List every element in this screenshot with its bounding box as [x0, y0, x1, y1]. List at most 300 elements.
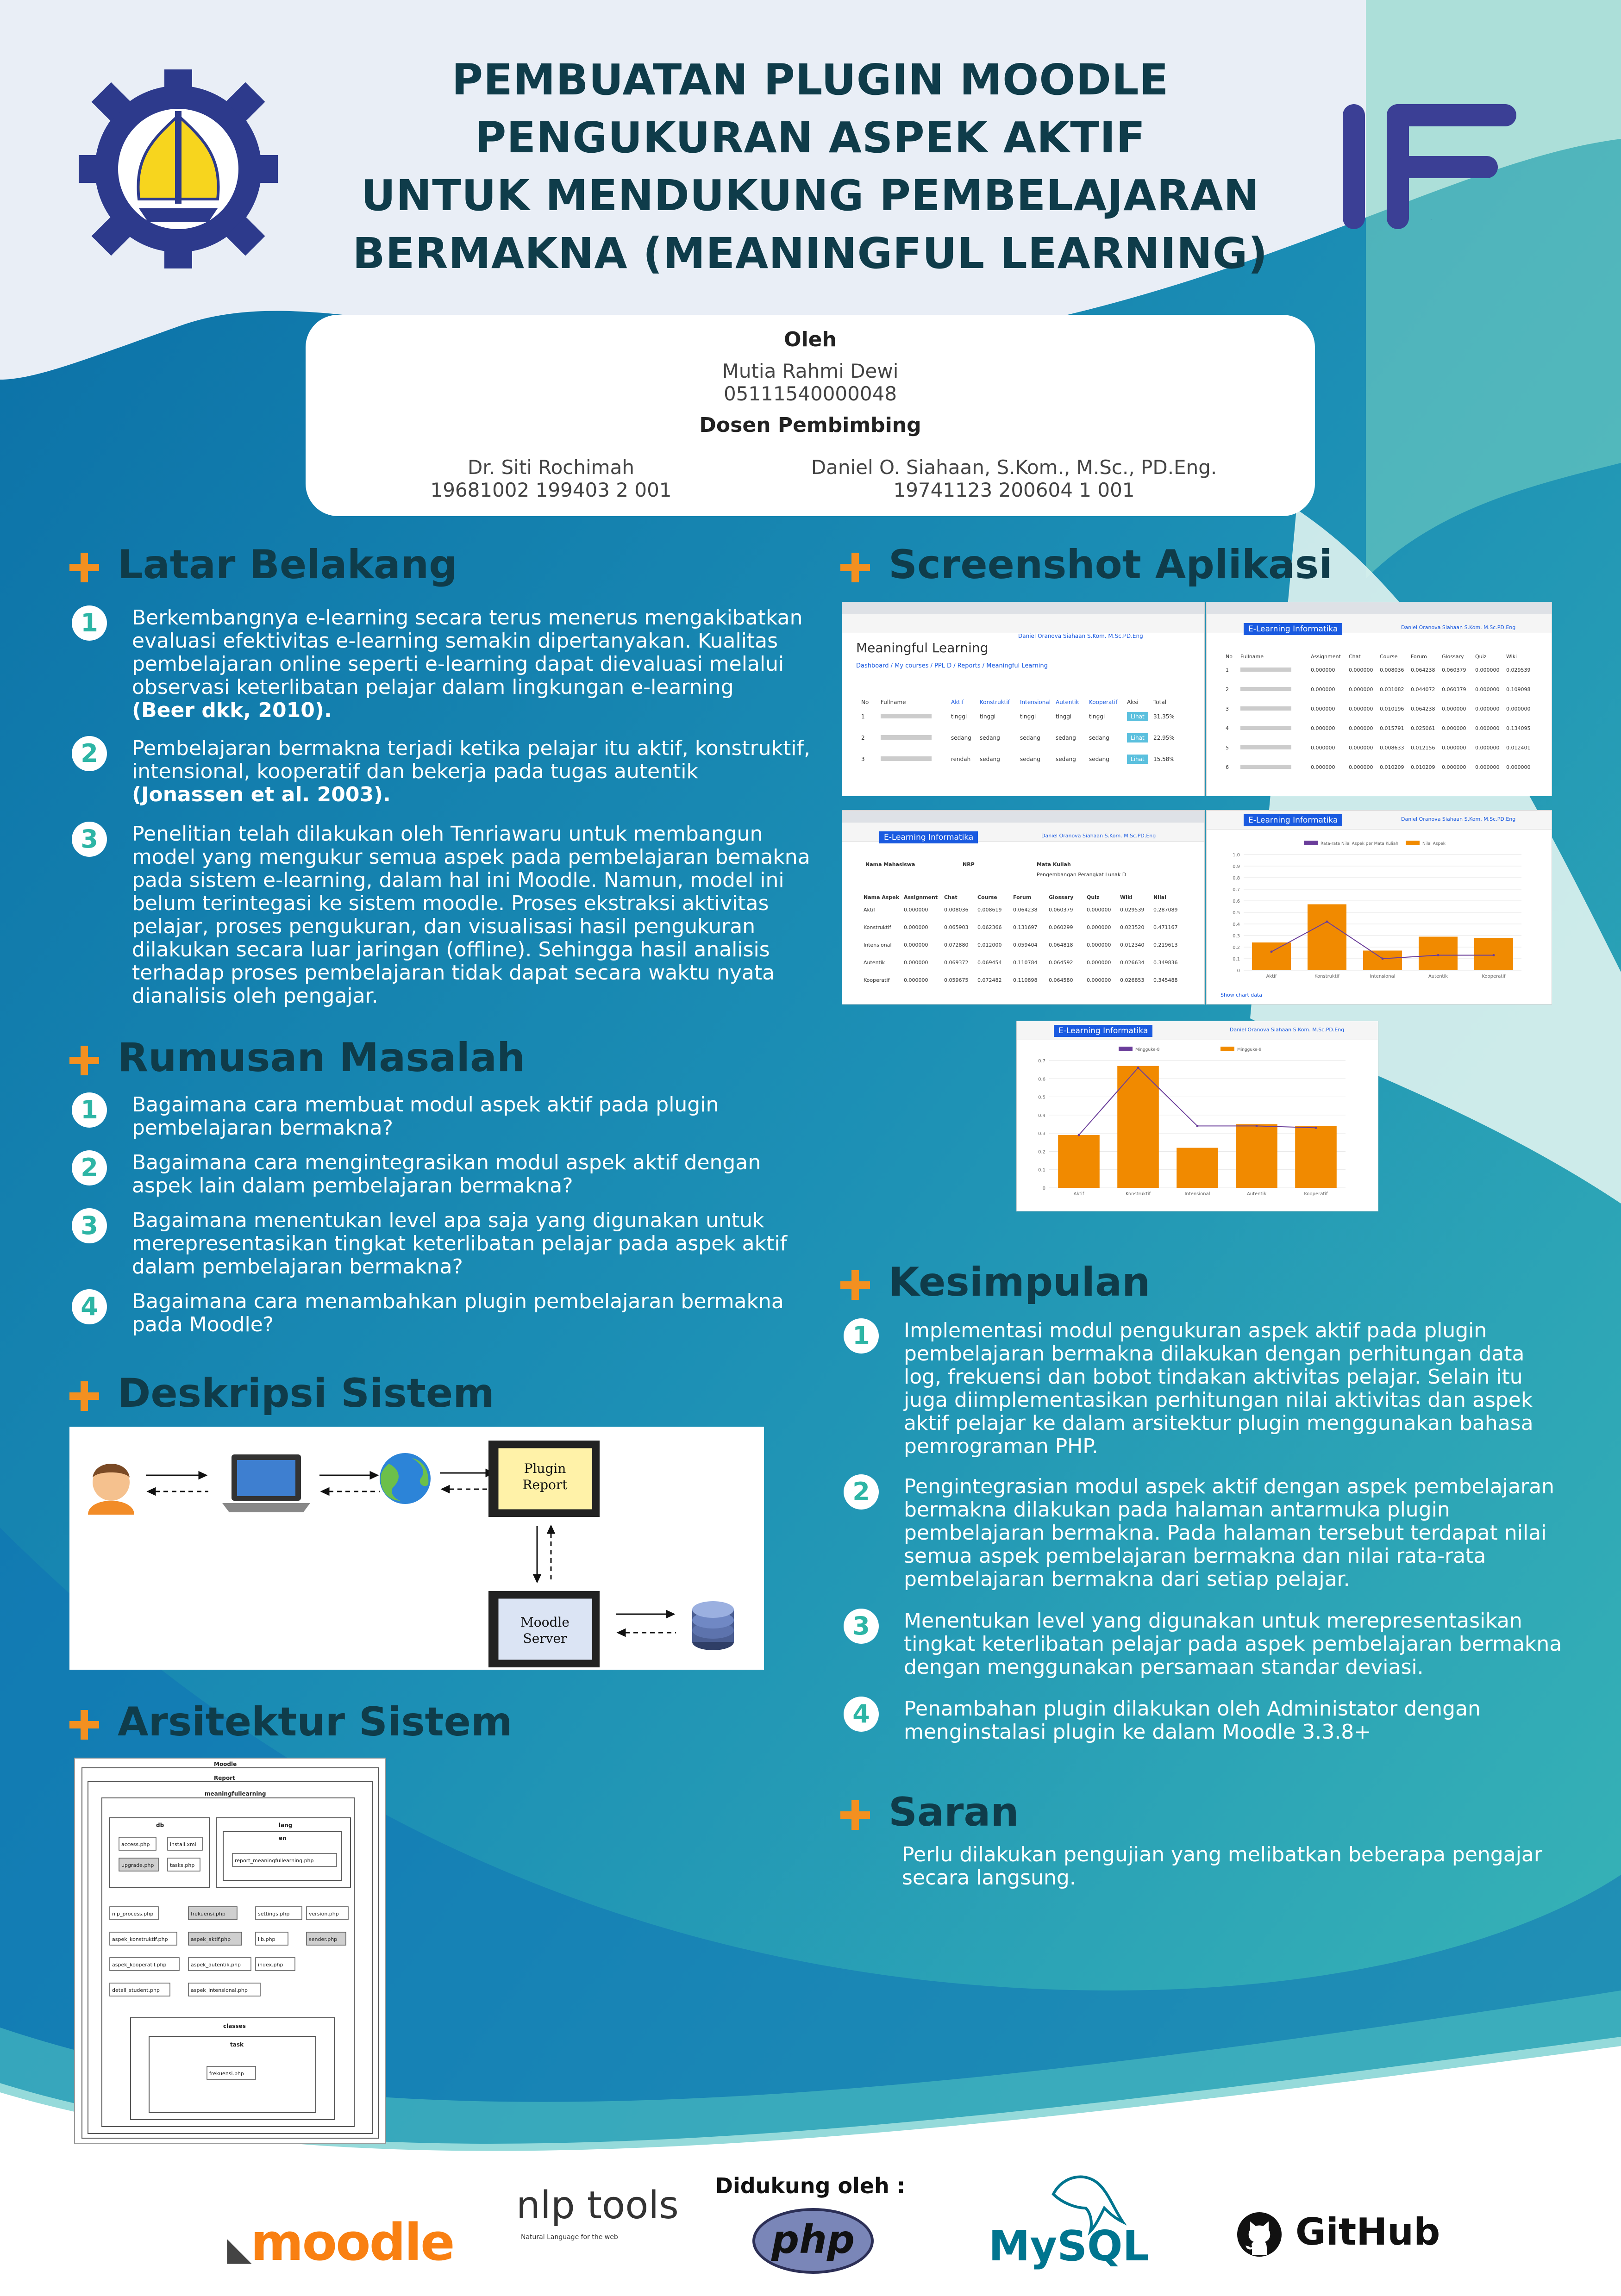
- col: Chat: [944, 894, 958, 900]
- line: log, frekuensi dan bobot tindakan aktivitas pelajar. Selain itu: [904, 1365, 1523, 1389]
- cell: 0.000000: [1311, 764, 1335, 770]
- file-access: access.php: [121, 1841, 150, 1847]
- cell: 0.287089: [1153, 906, 1178, 913]
- cell: 0.031082: [1380, 686, 1404, 693]
- architecture-diagram: [74, 1758, 386, 2144]
- line: Perlu dilakukan pengujian yang melibatkan beberapa pengajar: [902, 1843, 1542, 1866]
- x-tick-label: Autentik: [1246, 1192, 1267, 1197]
- line: pembelajaran bermakna?: [132, 1116, 393, 1140]
- cell: 0.064580: [1049, 977, 1073, 983]
- cell: 0.072482: [977, 977, 1002, 983]
- file-version: version.php: [309, 1911, 339, 1917]
- moodle-logo-text: moodle: [250, 2213, 454, 2272]
- bar: [1295, 1126, 1337, 1188]
- s1-user: Daniel Oranova Siahaan S.Kom. M.Sc.PD.Eng: [1018, 633, 1143, 639]
- item-number: 4: [72, 1289, 107, 1324]
- cell: 0.134095: [1506, 725, 1531, 731]
- x-tick-label: Aktif: [1073, 1192, 1084, 1197]
- mysql-logo-text: MySQL: [989, 2222, 1149, 2271]
- line: (Jonassen et al. 2003).: [132, 783, 391, 806]
- legend-swatch: [1406, 841, 1420, 845]
- supervisor-1-id: 19681002 199403 2 001: [430, 479, 672, 501]
- cell: 0.065903: [944, 924, 969, 930]
- section-deskripsi-sistem: [69, 1370, 494, 1416]
- nlptools-subtitle: Natural Language for the web: [521, 2234, 618, 2241]
- section-screenshot-aplikasi: [840, 542, 1333, 588]
- line: Pembelajaran bermakna terjadi ketika pelajar itu aktif, konstruktif,: [132, 736, 810, 760]
- file-install: install.xml: [170, 1841, 196, 1847]
- item-text: [132, 1209, 854, 1279]
- file-index: index.php: [258, 1962, 283, 1968]
- line: pembelajaran bermakna dilakukan dengan perhitungan data: [904, 1342, 1525, 1366]
- col: Fullname: [1240, 654, 1264, 660]
- line: terhadap proses pembelajaran tidak dapat secara waktu nyata: [132, 961, 775, 985]
- nlptools-logo: [516, 2178, 679, 2241]
- mysql-logo: [989, 2222, 1149, 2271]
- svg-text:IF: IF: [1431, 219, 1432, 220]
- y-tick-label: 0.2: [1233, 945, 1240, 950]
- item-text: [904, 1475, 1598, 1591]
- line: Penambahan plugin dilakukan oleh Administator dengan: [904, 1697, 1481, 1721]
- cell: 0.060379: [1442, 667, 1466, 673]
- screenshot-student-detail: [842, 810, 1205, 1004]
- item-number: 2: [72, 736, 107, 771]
- cell: 0.000000: [1442, 725, 1466, 731]
- poster-title: [259, 51, 1361, 282]
- line: Penelitian telah dilakukan oleh Tenriawaru untuk membangun: [132, 822, 763, 846]
- table-row: [863, 954, 1186, 971]
- table-row: [863, 971, 1186, 989]
- s2-table: [1225, 653, 1537, 777]
- y-tick-label: 0.9: [1233, 864, 1240, 869]
- cell: sedang: [1089, 756, 1109, 762]
- line: dalam pembelajaran bermakna?: [132, 1255, 463, 1279]
- y-tick-label: 0.5: [1233, 911, 1240, 916]
- architecture-svg: [75, 1759, 385, 2143]
- cell: 0.000000: [1087, 959, 1111, 966]
- cell: 0.008619: [977, 906, 1002, 913]
- cell: 0.000000: [1475, 667, 1500, 673]
- s2-user: Daniel Oranova Siahaan S.Kom. M.Sc.PD.Eng: [1401, 624, 1516, 630]
- col: Intensional: [1020, 699, 1051, 705]
- saran-text: [902, 1843, 1542, 1890]
- arch-lang-label: lang: [279, 1822, 293, 1828]
- plus-icon: [69, 1381, 99, 1411]
- file-konstruktif: aspek_konstruktif.php: [112, 1936, 168, 1942]
- item-number: 1: [72, 605, 107, 641]
- screenshot-chart-weekly: [1016, 1021, 1378, 1211]
- github-logo-text: GitHub: [1295, 2210, 1440, 2253]
- legend-label: Nilai Aspek: [1422, 842, 1446, 846]
- table-row: [861, 706, 1182, 727]
- cell: 1: [861, 713, 865, 720]
- cell: sedang: [1089, 735, 1109, 741]
- cell: 0.000000: [1087, 977, 1111, 983]
- x-tick-label: Konstruktif: [1314, 974, 1340, 979]
- col: Quiz: [1475, 654, 1487, 660]
- screenshot-chart-average: [1206, 810, 1552, 1004]
- cell: 0.064238: [1411, 705, 1435, 712]
- cell: 0.008633: [1380, 744, 1404, 751]
- cell: 0.069454: [977, 959, 1002, 966]
- cell: tinggi: [1020, 713, 1036, 720]
- y-tick-label: 0.7: [1233, 887, 1240, 892]
- cell: 0.060379: [1049, 906, 1073, 913]
- item-text: [132, 1151, 854, 1198]
- moodle-logo: [227, 2213, 454, 2272]
- col: Nilai: [1153, 894, 1166, 900]
- cell: 0.000000: [1087, 942, 1111, 948]
- browser-tabbar: [842, 811, 1204, 823]
- item-number: 1: [844, 1318, 879, 1354]
- arrows-laptop-globe: [319, 1472, 380, 1495]
- browser-tabbar: [842, 602, 1204, 614]
- section-heading: Arsitektur Sistem: [118, 1699, 513, 1745]
- item-text: [132, 606, 864, 722]
- col: Chat: [1349, 654, 1361, 660]
- y-tick-label: 0.4: [1233, 922, 1240, 927]
- item-number: 1: [72, 1092, 107, 1128]
- file-sender: sender.php: [309, 1936, 338, 1942]
- cell: 0.023520: [1120, 924, 1145, 930]
- cell: tinggi: [980, 713, 996, 720]
- title-line-2: PENGUKURAN ASPEK AKTIF: [475, 113, 1146, 162]
- cell: 0.026634: [1120, 959, 1145, 966]
- line: observasi keterlibatan pelajar dalam lingkungan e-learning: [132, 675, 734, 699]
- cell: Autentik: [864, 959, 885, 966]
- section-heading: Kesimpulan: [889, 1259, 1151, 1305]
- col: Glossary: [1049, 894, 1074, 900]
- cell: 0.059404: [1013, 942, 1038, 948]
- y-tick-label: 0.7: [1038, 1059, 1045, 1064]
- file-upgrade: upgrade.php: [121, 1862, 154, 1868]
- cell: sedang: [1020, 735, 1040, 741]
- line: bermakna dilakukan pada halaman antarmuka plugin: [904, 1498, 1450, 1522]
- x-tick-label: Konstruktif: [1125, 1192, 1151, 1197]
- col: No: [1226, 654, 1233, 660]
- y-tick-label: 0.6: [1233, 899, 1240, 904]
- site-badge: E-Learning Informatika: [1244, 814, 1342, 826]
- line: model yang mengukur semua aspek pada pembelajaran bemakna: [132, 845, 810, 869]
- cell: 0.131697: [1013, 924, 1038, 930]
- supervisor-label: Dosen Pembimbing: [699, 413, 921, 437]
- col: Course: [1380, 654, 1398, 660]
- cell: 0.000000: [1349, 764, 1373, 770]
- col: No: [861, 699, 869, 705]
- line-point: [1326, 921, 1328, 923]
- cell: 3: [861, 756, 865, 762]
- student-name: Mutia Rahmi Dewi: [722, 360, 899, 382]
- database-icon: [692, 1601, 734, 1650]
- item-number: 3: [72, 1208, 107, 1243]
- globe-icon: [380, 1453, 431, 1504]
- cell: 0.471167: [1153, 924, 1178, 930]
- screenshot-summary: [842, 602, 1205, 796]
- laptop-icon: [222, 1454, 310, 1512]
- cell: 0.110898: [1013, 977, 1038, 983]
- arch-moodle-label: Moodle: [214, 1761, 237, 1767]
- supervisor-1: [389, 456, 713, 501]
- cell: 0.025061: [1411, 725, 1435, 731]
- cell: 15.58%: [1153, 756, 1175, 762]
- supported-by-label: Didukung oleh :: [715, 2173, 906, 2198]
- cell: 0.000000: [1311, 667, 1335, 673]
- cell: 0.000000: [904, 942, 928, 948]
- cell: 0.010209: [1411, 764, 1435, 770]
- line: aktif pelajar ke dalam arsitektur plugin menggunakan bahasa: [904, 1411, 1533, 1435]
- authors-box: [306, 315, 1315, 516]
- cell: 0.109098: [1506, 686, 1531, 693]
- section-heading: Deskripsi Sistem: [118, 1370, 494, 1416]
- section-heading: Saran: [889, 1789, 1019, 1835]
- moodle-navbar: [842, 614, 1204, 633]
- line: pemrograman PHP.: [904, 1435, 1098, 1458]
- s3-meta-name: Nama Mahasiswa: [865, 861, 915, 867]
- arch-db-label: db: [156, 1822, 164, 1828]
- php-logo: php: [752, 2208, 874, 2274]
- line: aspek lain dalam pembelajaran bermakna?: [132, 1174, 573, 1198]
- lihat-button[interactable]: Lihat: [1127, 712, 1148, 721]
- line: pembelajaran online seperti e-learning dapat dievaluasi melalui: [132, 652, 784, 676]
- title-line-4: BERMAKNA (MEANINGFUL LEARNING): [352, 229, 1268, 278]
- line: Berkembangnya e-learning secara terus menerus mengakibatkan: [132, 606, 803, 630]
- col: Assignment: [904, 894, 938, 900]
- legend-label: Mingguke-8: [1135, 1048, 1160, 1052]
- table-row: [861, 727, 1182, 749]
- cell: 0.000000: [1311, 686, 1335, 693]
- line: Pengintegrasian modul aspek aktif dengan aspek pembelajaran: [904, 1475, 1554, 1498]
- cell: 0.000000: [904, 959, 928, 966]
- cell: 0.000000: [1349, 667, 1373, 673]
- cell: 0.060299: [1049, 924, 1073, 930]
- y-tick-label: 0.8: [1233, 876, 1240, 881]
- x-tick-label: Kooperatif: [1482, 974, 1506, 979]
- cell: 1: [1226, 667, 1229, 673]
- col: Autentik: [1056, 699, 1079, 705]
- line: pada Moodle?: [132, 1313, 274, 1336]
- file-autentik: aspek_autentik.php: [191, 1962, 241, 1968]
- col: Wiki: [1506, 654, 1517, 660]
- user-icon: [88, 1464, 134, 1515]
- cell: rendah: [951, 756, 971, 762]
- site-badge: E-Learning Informatika: [1244, 623, 1342, 635]
- line: juga diimplementasikan perhitungan nilai aktivitas dan aspek: [904, 1388, 1533, 1412]
- screenshot-aktif-detail: [1206, 602, 1552, 796]
- moodle-hat-icon: ◣: [227, 2230, 250, 2268]
- item-text: [904, 1319, 1598, 1458]
- y-tick-label: 0.5: [1038, 1095, 1045, 1100]
- cell: 0.044072: [1411, 686, 1435, 693]
- table-row: [1225, 680, 1537, 699]
- file-nlp: nlp_process.php: [112, 1911, 154, 1917]
- bar: [1236, 1124, 1277, 1188]
- supervisor-1-name: Dr. Siti Rochimah: [468, 456, 634, 479]
- x-tick-label: Aktif: [1266, 974, 1277, 979]
- x-tick-label: Intensional: [1370, 974, 1396, 979]
- cell: 0.000000: [1506, 705, 1531, 712]
- cell: 22.95%: [1153, 735, 1175, 741]
- cell: 0.000000: [1475, 764, 1500, 770]
- cell: 2: [1226, 686, 1229, 693]
- line: pada sistem e-learning, dalam hal ini Moodle. Namun, model ini: [132, 868, 784, 892]
- cell: 0.000000: [1087, 906, 1111, 913]
- cell: 0.000000: [1475, 725, 1500, 731]
- cell: 6: [1226, 764, 1229, 770]
- y-tick-label: 1.0: [1233, 853, 1240, 858]
- arch-en-label: en: [279, 1835, 287, 1841]
- y-tick-label: 0.3: [1038, 1131, 1045, 1137]
- legend-swatch: [1304, 841, 1318, 845]
- col: Nama Aspek: [864, 894, 900, 900]
- file-detail: detail_student.php: [112, 1987, 160, 1993]
- cell: 0.015791: [1380, 725, 1404, 731]
- file-kooperatif: aspek_kooperatif.php: [112, 1962, 167, 1968]
- cell: 0.064238: [1411, 667, 1435, 673]
- s3-meta-nrp: NRP: [963, 861, 975, 867]
- cell: 0.059675: [944, 977, 969, 983]
- lihat-button[interactable]: Lihat: [1127, 733, 1148, 742]
- section-heading: Rumusan Masalah: [118, 1035, 526, 1081]
- col: Assignment: [1311, 654, 1341, 660]
- table-row: [1225, 718, 1537, 738]
- item-number: 2: [844, 1474, 879, 1510]
- y-tick-label: 0.1: [1038, 1167, 1045, 1173]
- col: Aksi: [1127, 699, 1139, 705]
- col: Total: [1153, 699, 1167, 705]
- file-frekuensi-task: frekuensi.php: [209, 2071, 244, 2077]
- arch-meaningful-label: meaningfullearning: [205, 1791, 266, 1797]
- col: Course: [977, 894, 997, 900]
- show-chart-data-link[interactable]: Show chart data: [1220, 992, 1263, 998]
- cell: 0.029539: [1120, 906, 1145, 913]
- cell: sedang: [1020, 756, 1040, 762]
- item-text: [904, 1610, 1598, 1679]
- plugin-label: Plugin: [524, 1461, 566, 1476]
- cell: 0.000000: [904, 906, 928, 913]
- item-number: 3: [72, 822, 107, 857]
- bar: [1058, 1135, 1100, 1188]
- site-badge: E-Learning Informatika: [1054, 1025, 1152, 1037]
- cell: 0.008036: [944, 906, 969, 913]
- supervisor-2-name: Daniel O. Siahaan, S.Kom., M.Sc., PD.Eng.: [811, 456, 1217, 479]
- y-tick-label: 0: [1042, 1186, 1045, 1191]
- line: pelajar, proses pengukuran, dan visualisasi hasil pengukuran: [132, 915, 756, 938]
- cell: 0.064818: [1049, 942, 1073, 948]
- line: dengan menggunakan persamaan standar deviasi.: [904, 1655, 1424, 1679]
- plus-icon: [840, 553, 870, 582]
- line: Bagaimana cara mengintegrasikan modul aspek aktif dengan: [132, 1151, 761, 1174]
- y-tick-label: 0.3: [1233, 934, 1240, 939]
- cell: sedang: [980, 735, 1000, 741]
- item-number: 3: [844, 1609, 879, 1644]
- server-label: Server: [523, 1631, 567, 1646]
- item-number: 4: [844, 1697, 879, 1732]
- s4-user: Daniel Oranova Siahaan S.Kom. M.Sc.PD.Eng: [1401, 816, 1516, 822]
- cell: Aktif: [864, 906, 876, 913]
- bar: [1308, 905, 1346, 971]
- cell: 5: [1226, 744, 1229, 751]
- line: pembelajaran bermakna. Pada halaman tersebut terdapat nilai: [904, 1521, 1547, 1545]
- title-line-1: PEMBUATAN PLUGIN MOODLE: [451, 55, 1169, 105]
- line: evaluasi efektivitas e-learning semakin dipertanyakan. Kualitas: [132, 629, 778, 653]
- cell: 0.000000: [1475, 744, 1500, 751]
- line: tingkat keterlibatan pelajar pada aspek pembelajaran bermakna: [904, 1632, 1562, 1656]
- s3-meta-course-value: Pengembangan Perangkat Lunak D: [1037, 872, 1127, 878]
- line-point: [1437, 954, 1439, 956]
- line-point: [1256, 1125, 1258, 1127]
- cell: 0.000000: [1442, 705, 1466, 712]
- legend-label: Rata-rata Nilai Aspek per Mata Kuliah: [1321, 842, 1399, 846]
- line-point: [1382, 958, 1384, 960]
- cell: 0.072880: [944, 942, 969, 948]
- section-rumusan-masalah: [69, 1035, 525, 1081]
- arrows-globe-plugin: [440, 1470, 495, 1492]
- line: Implementasi modul pengukuran aspek aktif pada plugin: [904, 1319, 1487, 1342]
- line: semua aspek pembelajaran bermakna dan nilai rata-rata: [904, 1544, 1486, 1568]
- line-point: [1315, 1127, 1317, 1129]
- legend-swatch: [1119, 1047, 1133, 1051]
- cell: Intensional: [864, 942, 892, 948]
- file-aktif: aspek_aktif.php: [191, 1936, 231, 1942]
- cell: sedang: [951, 735, 971, 741]
- line: Bagaimana menentukan level apa saja yang digunakan untuk: [132, 1209, 764, 1232]
- plus-icon: [69, 1046, 99, 1075]
- cell: 0.000000: [1475, 705, 1500, 712]
- file-frekuensi: frekuensi.php: [191, 1911, 225, 1917]
- file-report-lang: report_meaningfullearning.php: [235, 1858, 314, 1864]
- table-row: [1225, 699, 1537, 718]
- section-kesimpulan: [840, 1259, 1150, 1305]
- line: Bagaimana cara menambahkan plugin pembelajaran bermakna: [132, 1290, 784, 1313]
- cell: 0.000000: [1349, 686, 1373, 693]
- cell: 0.069372: [944, 959, 969, 966]
- cell: 0.010196: [1380, 705, 1404, 712]
- col: Fullname: [881, 699, 906, 705]
- bar: [1363, 951, 1402, 971]
- lihat-button[interactable]: Lihat: [1127, 755, 1148, 764]
- cell: 0.219613: [1153, 942, 1178, 948]
- cell: 0.000000: [1349, 744, 1373, 751]
- section-heading: Latar Belakang: [118, 542, 457, 588]
- s1-breadcrumb: Dashboard / My courses / PPL D / Reports / Meaningful Learning: [856, 662, 1048, 669]
- site-badge: E-Learning Informatika: [879, 831, 978, 843]
- by-label: Oleh: [784, 328, 837, 351]
- file-settings: settings.php: [258, 1911, 290, 1917]
- col: Glossary: [1442, 654, 1464, 660]
- s3-user: Daniel Oranova Siahaan S.Kom. M.Sc.PD.Eng: [1041, 833, 1156, 839]
- line-point: [1196, 1125, 1199, 1127]
- line-point: [1137, 1067, 1139, 1069]
- legend-label: Mingguke-9: [1237, 1048, 1262, 1052]
- s5-user: Daniel Oranova Siahaan S.Kom. M.Sc.PD.Eng: [1230, 1027, 1345, 1033]
- cell: 0.029539: [1506, 667, 1531, 673]
- line: menginstalasi plugin ke dalam Moodle 3.3.8+: [904, 1720, 1371, 1744]
- cell: sedang: [1056, 735, 1076, 741]
- cell: 0.000000: [1506, 764, 1531, 770]
- cell: 0.000000: [1311, 744, 1335, 751]
- plus-icon: [840, 1270, 870, 1300]
- supervisor-2-id: 19741123 200604 1 001: [893, 479, 1135, 501]
- its-logo: [69, 60, 287, 278]
- table-row: [1225, 738, 1537, 757]
- col: Kooperatif: [1089, 699, 1118, 705]
- arch-classes-label: classes: [223, 2023, 246, 2029]
- cell: 0.000000: [1475, 686, 1500, 693]
- item-text: [132, 737, 864, 806]
- cell: 0.062366: [977, 924, 1002, 930]
- table-row: [863, 901, 1186, 918]
- arch-report-label: Report: [214, 1775, 235, 1781]
